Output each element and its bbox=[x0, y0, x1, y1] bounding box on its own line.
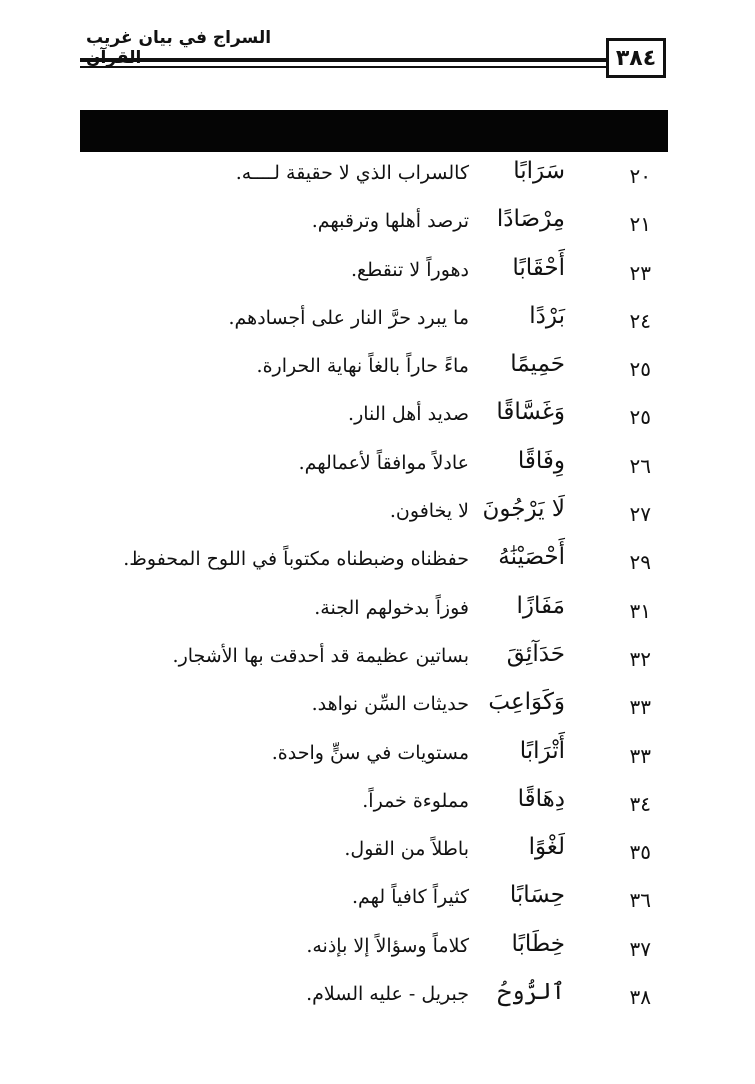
word-meaning: فوزاً بدخولهم الجنة. bbox=[314, 596, 469, 619]
quran-word: حَمِيمًا bbox=[510, 351, 565, 378]
quran-word: حِسَابًا bbox=[509, 882, 565, 909]
list-item bbox=[0, 542, 755, 590]
word-meaning: مستويات في سنٍّ واحدة. bbox=[271, 741, 469, 764]
quran-word: بَرْدًا bbox=[529, 302, 565, 329]
word-meaning: لا يخافون. bbox=[389, 500, 469, 523]
verse-number: ٢١ bbox=[629, 212, 651, 237]
word-meaning: عادلاً موافقاً لأعمالهم. bbox=[298, 451, 469, 474]
book-title: السراج في بيان غريب bbox=[86, 28, 272, 48]
verse-number: ٢٣ bbox=[629, 260, 651, 285]
list-item bbox=[0, 880, 755, 928]
quran-word: وَغَسَّاقًا bbox=[496, 399, 565, 426]
word-meaning: ما يبرد حرَّ النار على أجسادهم. bbox=[228, 306, 469, 329]
verse-number: ٣٣ bbox=[629, 743, 651, 768]
quran-word: ٱلرُّوحُ bbox=[497, 979, 565, 1006]
list-item bbox=[0, 156, 755, 204]
verse-number: ٣٨ bbox=[629, 985, 651, 1010]
list-item bbox=[0, 349, 755, 397]
list-item bbox=[0, 687, 755, 735]
list-item bbox=[0, 253, 755, 301]
list-item bbox=[0, 784, 755, 832]
verse-number: ٢٩ bbox=[629, 550, 651, 575]
quran-word: مَفَازًا bbox=[516, 592, 565, 619]
verse-number: ٢٧ bbox=[629, 502, 651, 527]
word-meaning: مملوءة خمراً. bbox=[362, 789, 469, 812]
verse-number: ٣٥ bbox=[629, 840, 651, 865]
verse-number: ٣٦ bbox=[629, 888, 651, 913]
list-item bbox=[0, 397, 755, 445]
verse-number: ٣٢ bbox=[629, 646, 651, 671]
word-meaning: باطلاً من القول. bbox=[344, 838, 469, 861]
word-meaning: حديثات السِّن نواهد. bbox=[311, 693, 469, 716]
verse-number: ٣٧ bbox=[629, 936, 651, 961]
quran-word: حَدَآئِقَ bbox=[506, 640, 565, 667]
page-number: ٣٨٤ bbox=[606, 38, 666, 78]
verse-number: ٢٠ bbox=[629, 164, 651, 188]
verse-number: ٢٥ bbox=[629, 405, 651, 430]
verse-number: ٣٤ bbox=[629, 791, 651, 816]
quran-word: دِهَاقًا bbox=[517, 785, 565, 812]
quran-word: أَحْصَيْنَٰهُ bbox=[498, 544, 565, 571]
quran-word: خِطَابًا bbox=[511, 930, 565, 957]
list-item bbox=[0, 204, 755, 252]
section-banner bbox=[80, 110, 668, 152]
word-meaning: كالسراب الذي لا حقيقة لــــه. bbox=[235, 162, 469, 184]
list-item bbox=[0, 446, 755, 494]
quran-word: سَرَابًا bbox=[513, 158, 565, 184]
quran-word: وِفَاقًا bbox=[517, 447, 565, 474]
glossary-list bbox=[0, 156, 755, 1025]
quran-word: أَتْرَابًا bbox=[519, 737, 565, 764]
list-item bbox=[0, 494, 755, 542]
quran-word: مِرْصَادًا bbox=[496, 206, 565, 233]
list-item bbox=[0, 929, 755, 977]
verse-number: ٢٦ bbox=[629, 453, 651, 478]
word-meaning: ترصد أهلها وترقبهم. bbox=[311, 210, 469, 233]
word-meaning: كثيراً كافياً لهم. bbox=[351, 886, 469, 909]
list-item bbox=[0, 591, 755, 639]
word-meaning: ماءً حاراً بالغاً نهاية الحرارة. bbox=[256, 355, 469, 378]
list-item bbox=[0, 301, 755, 349]
header-rule-thick bbox=[80, 58, 608, 62]
list-item bbox=[0, 977, 755, 1025]
list-item bbox=[0, 832, 755, 880]
verse-number: ٢٥ bbox=[629, 357, 651, 382]
quran-word: أَحْقَابًا bbox=[512, 254, 565, 281]
quran-word: وَكَوَاعِبَ bbox=[488, 689, 565, 716]
verse-number: ٣٣ bbox=[629, 695, 651, 720]
word-meaning: حفظناه وضبطناه مكتوباً في اللوح المحفوظ. bbox=[123, 548, 469, 571]
quran-word: لَا يَرْجُونَ bbox=[482, 496, 565, 523]
word-meaning: جبريل - عليه السلام. bbox=[306, 983, 469, 1006]
list-item bbox=[0, 639, 755, 687]
word-meaning: بساتين عظيمة قد أحدقت بها الأشجار. bbox=[172, 644, 469, 667]
header-rule-thin bbox=[80, 66, 608, 68]
word-meaning: دهوراً لا تنقطع. bbox=[350, 258, 469, 281]
verse-number: ٢٤ bbox=[629, 308, 651, 333]
word-meaning: كلاماً وسؤالاً إلا بإذنه. bbox=[306, 934, 469, 957]
quran-word: لَغْوًا bbox=[528, 834, 565, 861]
word-meaning: صديد أهل النار. bbox=[348, 403, 469, 426]
list-item bbox=[0, 736, 755, 784]
verse-number: ٣١ bbox=[629, 598, 651, 623]
